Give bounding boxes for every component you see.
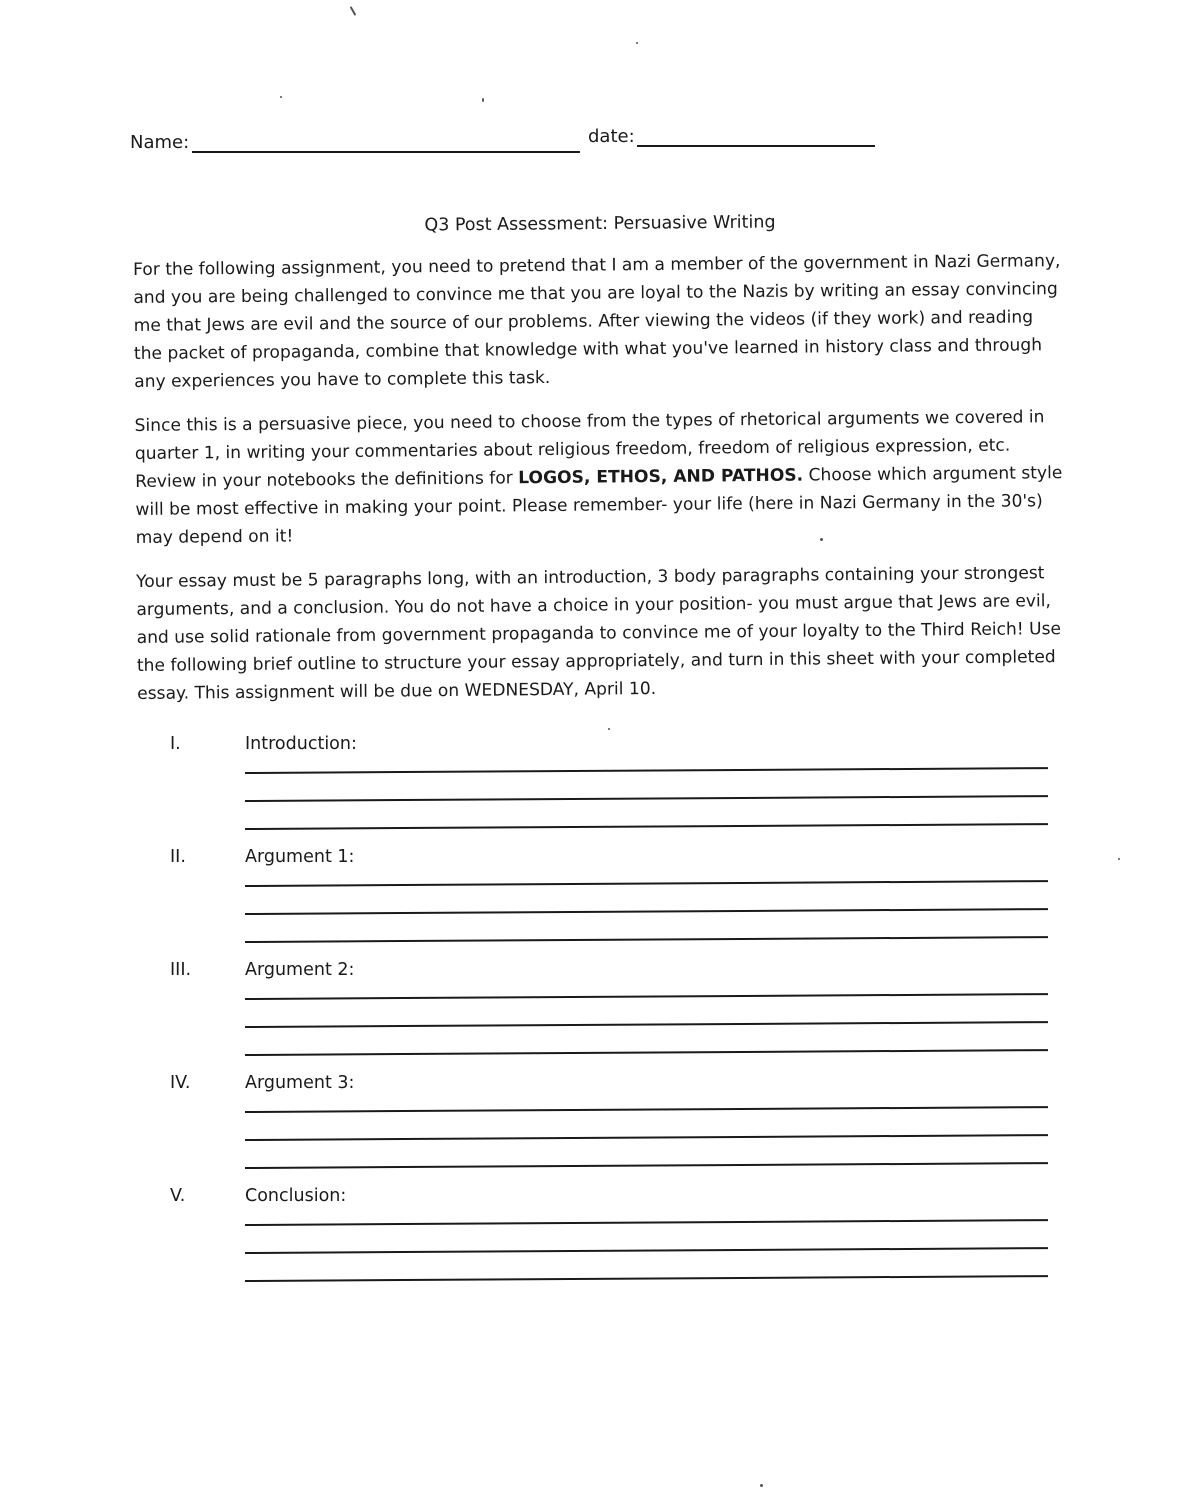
outline-label: Argument 1: xyxy=(245,847,355,867)
outline-label: Argument 3: xyxy=(245,1073,355,1093)
essay-outline xyxy=(170,734,1060,1299)
writing-line[interactable] xyxy=(245,795,1048,802)
outline-label: Introduction: xyxy=(245,734,357,754)
instruction-paragraph-3: Your essay must be 5 paragraphs long, with an introduction, 3 body paragraphs containing your strongest arguments, and a conclusion. You do not have a choice in your position- you must argue that Jews are evil, and use solid rationale from government propaganda to convince me of your loyalty to the Third Reich! Use the following brief outline to structure your essay appropriately, and turn in this sheet with your completed essay. This assignment will be due on WEDNESDAY, April 10. xyxy=(136,563,1062,704)
paragraph-2-text-start: Since this is a persuasive piece, you need to choose from the types of rhetorical arguments we covered in quarter 1, in writing your commentaries about religious freedom, freedom of religious expression, etc. Review in your notebooks the definitions for xyxy=(134,407,1045,492)
outline-label: Conclusion: xyxy=(245,1186,347,1206)
outline-numeral: II. xyxy=(170,847,186,867)
scan-speck xyxy=(1118,858,1120,860)
writing-line[interactable] xyxy=(245,880,1048,887)
writing-line[interactable] xyxy=(245,767,1048,774)
writing-line[interactable] xyxy=(245,936,1048,943)
writing-line[interactable] xyxy=(245,823,1048,830)
outline-numeral: III. xyxy=(170,960,192,980)
scan-speck xyxy=(636,42,638,44)
outline-label: Argument 2: xyxy=(245,960,355,980)
writing-line[interactable] xyxy=(245,1134,1048,1141)
writing-line[interactable] xyxy=(245,1106,1048,1113)
date-label: date: xyxy=(588,126,635,147)
outline-numeral: I. xyxy=(170,734,181,754)
writing-line[interactable] xyxy=(245,908,1048,915)
scan-speck xyxy=(482,98,484,102)
scan-speck xyxy=(280,96,282,98)
paragraph-2-text-end: Choose which argument style will be most effective in making your point. Please remember- your life (here in Nazi Germany in the 30's) may depend on it! xyxy=(135,463,1063,548)
writing-line[interactable] xyxy=(245,1162,1048,1169)
outline-section-introduction xyxy=(170,734,1060,847)
writing-line[interactable] xyxy=(245,1021,1048,1028)
outline-numeral: IV. xyxy=(170,1073,191,1093)
outline-section-conclusion xyxy=(170,1186,1060,1299)
outline-section-argument-2 xyxy=(170,960,1060,1073)
writing-line[interactable] xyxy=(245,1247,1048,1254)
writing-line[interactable] xyxy=(245,1049,1048,1056)
writing-line[interactable] xyxy=(245,1275,1048,1282)
scan-speck xyxy=(350,6,357,16)
outline-section-argument-3 xyxy=(170,1073,1060,1186)
date-field[interactable] xyxy=(637,145,875,147)
rhetoric-terms: LOGOS, ETHOS, AND PATHOS. xyxy=(518,465,804,489)
outline-section-argument-1 xyxy=(170,847,1060,960)
instructions xyxy=(133,247,1067,724)
writing-line[interactable] xyxy=(245,993,1048,1000)
scan-speck xyxy=(760,1484,763,1487)
outline-numeral: V. xyxy=(170,1186,186,1206)
page-title: Q3 Post Assessment: Persuasive Writing xyxy=(424,212,776,236)
instruction-paragraph-2 xyxy=(134,403,1065,552)
instruction-paragraph-1: For the following assignment, you need to pretend that I am a member of the government in Nazi Germany, and you are being challenged to convince me that you are loyal to the Nazis by writing an essay convincing me that Jews are evil and the source of our problems. After viewing the videos (if they work) and reading the packet of propaganda, combine that knowledge with what you've learned in history class and through any experiences you have to complete this task. xyxy=(133,251,1061,392)
name-field[interactable] xyxy=(192,151,580,153)
name-date-row xyxy=(130,128,890,158)
writing-line[interactable] xyxy=(245,1219,1048,1226)
scan-speck xyxy=(608,728,610,730)
name-label: Name: xyxy=(130,132,190,153)
